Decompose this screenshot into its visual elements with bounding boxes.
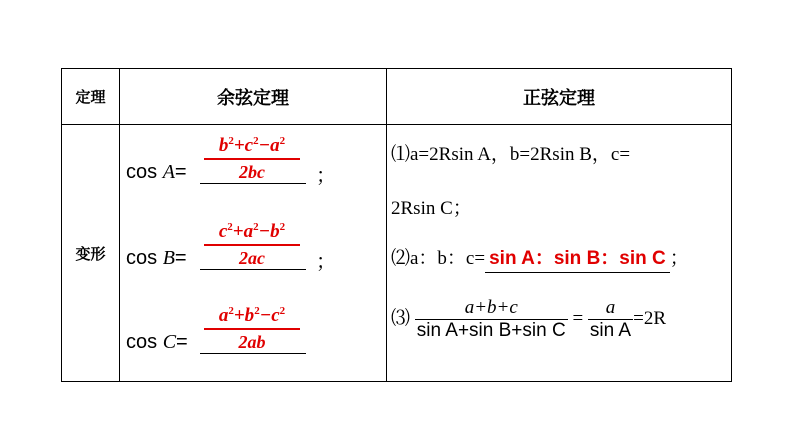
cosine-cell — [120, 125, 387, 382]
cos-b-answer — [204, 221, 300, 269]
cos-a-semicolon: ； — [316, 163, 336, 187]
header-theorem: 定理 — [62, 69, 120, 125]
sine-ratio-answer: sin A：sin B：sin C — [485, 243, 670, 273]
theorem-table — [61, 68, 732, 382]
header-cosine-theorem: 余弦定理 — [120, 69, 387, 125]
row-label-variation: 变形 — [62, 125, 120, 382]
cos-b-blank — [200, 269, 306, 270]
sine-item-1-line-1: ⑴a=2Rsin A，b=2Rsin B，c= — [391, 144, 631, 165]
header-row — [62, 69, 732, 125]
variation-row — [62, 125, 732, 382]
sine-cell — [387, 125, 732, 382]
cos-a-numerator: $b^2+c^2-a^2$ — [218, 135, 286, 156]
cos-c-answer — [204, 305, 300, 353]
cos-b-semicolon: ； — [316, 249, 336, 273]
cos-a-answer — [204, 135, 300, 183]
cos-a-label: cos A= — [126, 161, 187, 183]
sum-ratio-fraction: $\frac{a+b+c}{\text{sin A+sin B+sin C}}$ — [416, 297, 566, 341]
sine-item-1-line-2: 2Rsin C； — [391, 198, 472, 219]
cos-b-denominator: 2ac — [239, 248, 265, 268]
cos-c-numerator: $a^2+b^2-c^2$ — [218, 305, 286, 326]
sine-item-3: ⑶ $\frac{a+b+c}{\text{sin A+sin B+sin C}}$ = $\frac{a}{\text{sin A}}$ =2R — [391, 297, 666, 341]
cos-a-denominator: 2bc — [239, 162, 265, 182]
cos-a-blank — [200, 183, 306, 184]
cos-c-blank — [200, 353, 306, 354]
a-over-sin-a-fraction: $\frac{a}{\text{sin A}}$ — [589, 297, 632, 341]
sine-item-2: ⑵a：b：c= sin A：sin B：sin C ； — [391, 243, 689, 273]
cos-b-numerator: $c^2+a^2-b^2$ — [218, 221, 286, 242]
cos-b-label: cos B= — [126, 247, 187, 269]
cos-c-denominator: 2ab — [238, 332, 266, 352]
cos-c-label: cos C= — [126, 331, 188, 353]
header-sine-theorem: 正弦定理 — [387, 69, 732, 125]
